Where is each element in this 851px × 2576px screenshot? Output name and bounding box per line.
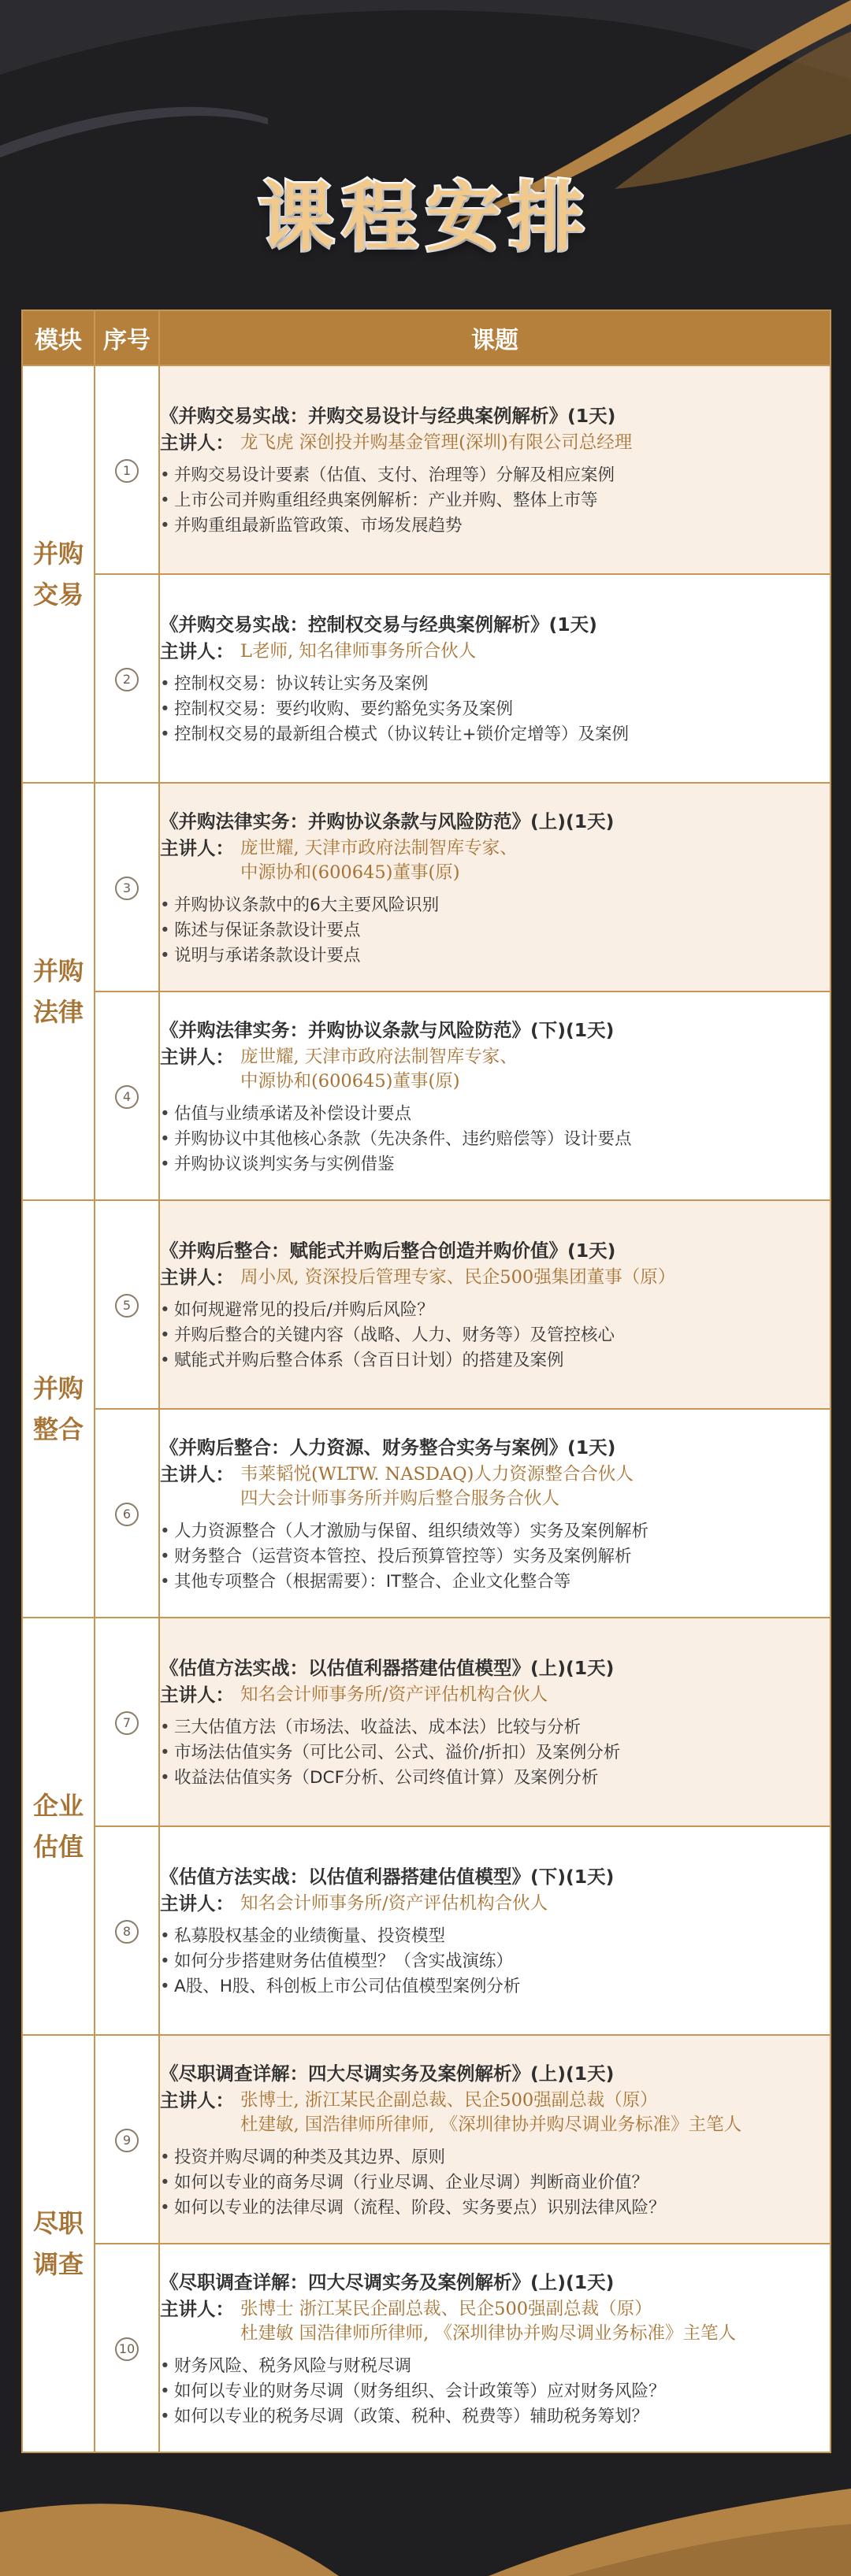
table-row <box>22 1618 831 1826</box>
course-point: • 赋能式并购后整合体系（含百日计划）的搭建及案例 <box>160 1348 830 1373</box>
course-point: • 上市公司并购重组经典案例解析：产业并购、整体上市等 <box>160 488 830 513</box>
course-points <box>160 2145 830 2221</box>
course-title: 《尽职调查详解：四大尽调实务及案例解析》(上)(1天) <box>160 2062 615 2085</box>
lecturer-line: 韦莱韬悦(WLTW. NASDAQ)人力资源整合合伙人 <box>240 1463 634 1484</box>
course-point: • 财务风险、税务风险与财税尽调 <box>160 2354 830 2379</box>
course-point: • 并购交易设计要素（估值、支付、治理等）分解及相应案例 <box>160 463 830 488</box>
lecturer-line: 张博士, 浙江某民企副总裁、民企500强副总裁（原） <box>240 2089 658 2111</box>
lecturer-names <box>240 639 830 664</box>
lecturer-names <box>240 1045 830 1094</box>
course-point: • 陈述与保证条款设计要点 <box>160 918 830 943</box>
course-number: 5 <box>115 1294 139 1318</box>
lecturer-label: 主讲人： <box>160 432 234 454</box>
lecturer-line: 中源协和(600645)董事(原) <box>240 1070 460 1092</box>
lecturer-line: 四大会计师事务所并购后整合服务合伙人 <box>240 1488 560 1509</box>
course-title: 《尽职调查详解：四大尽调实务及案例解析》(上)(1天) <box>160 2270 615 2293</box>
course-content-cell <box>159 574 831 783</box>
lecturer-block <box>160 431 830 455</box>
course-point: • 投资并购尽调的种类及其边界、原则 <box>160 2145 830 2170</box>
table-row <box>22 1200 831 1409</box>
course-point: • 说明与承诺条款设计要点 <box>160 943 830 969</box>
course-point: • 其他专项整合（根据需要）：IT整合、企业文化整合等 <box>160 1570 830 1595</box>
course-point: • 并购协议谈判实务与实例借鉴 <box>160 1152 830 1177</box>
course-points <box>160 672 830 747</box>
course-number: 2 <box>115 668 139 691</box>
lecturer-block <box>160 836 830 885</box>
module-name-line: 并购 <box>32 1373 84 1403</box>
lecturer-line: 张博士 浙江某民企副总裁、民企500强副总裁（原） <box>240 2298 652 2319</box>
course-number-cell <box>95 991 159 1200</box>
course-number: 7 <box>115 1711 139 1735</box>
course-point: • 人力资源整合（人才激励与保留、组织绩效等）实务及案例解析 <box>160 1519 830 1544</box>
table-row <box>22 2035 831 2244</box>
course-number-cell <box>95 2244 159 2452</box>
course-number-cell <box>95 1409 159 1618</box>
course-point: • 如何以专业的法律尽调（流程、阶段、实务要点）识别法律风险？ <box>160 2196 830 2221</box>
lecturer-line: 知名会计师事务所/资产评估机构合伙人 <box>240 1893 548 1914</box>
header-topic: 课题 <box>159 310 831 365</box>
table-row <box>22 2244 831 2452</box>
table-row <box>22 991 831 1200</box>
table-row <box>22 1826 831 2035</box>
course-number-cell <box>95 783 159 991</box>
course-content-cell <box>159 2035 831 2244</box>
course-points <box>160 893 830 969</box>
course-title: 《并购法律实务：并购协议条款与风险防范》(上)(1天) <box>160 810 615 832</box>
course-point: • A股、H股、科创板上市公司估值模型案例分析 <box>160 1974 830 2000</box>
course-point: • 并购重组最新监管政策、市场发展趋势 <box>160 513 830 539</box>
lecturer-block <box>160 1045 830 1094</box>
lecturer-line: 知名会计师事务所/资产评估机构合伙人 <box>240 1685 548 1705</box>
course-point: • 控制权交易的最新组合模式（协议转让+锁价定增等）及案例 <box>160 722 830 747</box>
lecturer-label: 主讲人： <box>160 1045 234 1068</box>
lecturer-line: L老师, 知名律师事务所合伙人 <box>240 641 477 662</box>
course-point: • 私募股权基金的业绩衡量、投资模型 <box>160 1924 830 1949</box>
lecturer-line: 庞世耀, 天津市政府法制智库专家、 <box>240 1046 518 1067</box>
course-points <box>160 2354 830 2430</box>
lecturer-names <box>240 1892 830 1916</box>
module-name-line: 并购 <box>32 539 84 569</box>
table-row <box>22 783 831 991</box>
lecturer-block <box>160 2297 830 2346</box>
header-number: 序号 <box>95 310 159 365</box>
course-points <box>160 1102 830 1177</box>
course-point: • 如何以专业的财务尽调（财务组织、会计政策等）应对财务风险？ <box>160 2379 830 2404</box>
lecturer-names <box>240 2089 830 2137</box>
lecturer-label: 主讲人： <box>160 836 234 859</box>
course-point: • 三大估值方法（市场法、收益法、成本法）比较与分析 <box>160 1715 830 1740</box>
lecturer-label: 主讲人： <box>160 1684 234 1706</box>
module-name-line: 法律 <box>32 997 84 1027</box>
course-number-cell <box>95 2035 159 2244</box>
course-number: 9 <box>115 2129 139 2152</box>
lecturer-label: 主讲人： <box>160 2297 234 2320</box>
table-row <box>22 574 831 783</box>
course-title: 《并购交易实战：并购交易设计与经典案例解析》(1天) <box>160 405 616 427</box>
lecturer-names <box>240 2297 830 2346</box>
lecturer-line: 龙飞虎 深创投并购基金管理(深圳)有限公司总经理 <box>240 432 633 453</box>
course-point: • 如何分步搭建财务估值模型？（含实战演练） <box>160 1949 830 1974</box>
table-row <box>22 1409 831 1618</box>
module-name-line: 并购 <box>32 956 84 986</box>
module-name <box>22 365 95 783</box>
course-title: 《估值方法实战：以估值利器搭建估值模型》(上)(1天) <box>160 1657 615 1679</box>
course-title: 《并购后整合：人力资源、财务整合实务与案例》(1天) <box>160 1436 616 1458</box>
course-point: • 如何以专业的税务尽调（政策、税种、税费等）辅助税务筹划？ <box>160 2404 830 2430</box>
table-row <box>22 365 831 574</box>
lecturer-block <box>160 639 830 664</box>
course-points <box>160 463 830 539</box>
course-points <box>160 1298 830 1373</box>
lecturer-line: 中源协和(600645)董事(原) <box>240 862 460 883</box>
lecturer-names <box>240 836 830 885</box>
course-number: 10 <box>115 2337 139 2361</box>
course-point: • 如何以专业的商务尽调（行业尽调、企业尽调）判断商业价值？ <box>160 2170 830 2196</box>
lecturer-names <box>240 1462 830 1511</box>
course-number-cell <box>95 365 159 574</box>
lecturer-label: 主讲人： <box>160 2089 234 2111</box>
course-title: 《并购交易实战：控制权交易与经典案例解析》(1天) <box>160 613 597 636</box>
course-number: 3 <box>115 877 139 900</box>
course-points <box>160 1519 830 1595</box>
lecturer-label: 主讲人： <box>160 1892 234 1914</box>
table-header-row <box>22 310 831 365</box>
lecturer-label: 主讲人： <box>160 1462 234 1485</box>
course-title: 《估值方法实战：以估值利器搭建估值模型》(下)(1天) <box>160 1866 615 1888</box>
module-name <box>22 1200 95 1618</box>
course-point: • 估值与业绩承诺及补偿设计要点 <box>160 1102 830 1127</box>
course-point: • 收益法估值实务（DCF分析、公司终值计算）及案例分析 <box>160 1766 830 1791</box>
course-number: 6 <box>115 1503 139 1526</box>
table-body <box>22 365 831 2452</box>
course-content-cell <box>159 2244 831 2452</box>
lecturer-label: 主讲人： <box>160 1266 234 1288</box>
lecturer-line: 杜建敏 国浩律师所律师, 《深圳律协并购尽调业务标准》主笔人 <box>240 2322 736 2344</box>
course-point: • 控制权交易：要约收购、要约豁免实务及案例 <box>160 697 830 722</box>
course-content-cell <box>159 365 831 574</box>
lecturer-label: 主讲人： <box>160 640 234 662</box>
course-point: • 市场法估值实务（可比公司、公式、溢价/折扣）及案例分析 <box>160 1740 830 1766</box>
lecturer-names <box>240 1683 830 1707</box>
course-content-cell <box>159 783 831 991</box>
module-name-line: 整合 <box>32 1414 84 1444</box>
course-content-cell <box>159 1618 831 1826</box>
lecturer-names <box>240 431 830 455</box>
course-content-cell <box>159 1409 831 1618</box>
lecturer-block <box>160 2089 830 2137</box>
course-point: • 并购协议条款中的6大主要风险识别 <box>160 893 830 918</box>
course-content-cell <box>159 991 831 1200</box>
header-module: 模块 <box>22 310 95 365</box>
course-title: 《并购后整合：赋能式并购后整合创造并购价值》(1天) <box>160 1240 616 1262</box>
course-point: • 如何规避常见的投后/并购后风险？ <box>160 1298 830 1323</box>
course-point: • 财务整合（运营资本管控、投后预算管控等）实务及案例解析 <box>160 1544 830 1570</box>
course-content-cell <box>159 1200 831 1409</box>
course-number-cell <box>95 1200 159 1409</box>
course-point: • 控制权交易：协议转让实务及案例 <box>160 672 830 697</box>
module-name-line: 调查 <box>32 2249 84 2279</box>
module-name-line: 尽职 <box>32 2208 84 2238</box>
course-number: 8 <box>115 1920 139 1944</box>
course-title: 《并购法律实务：并购协议条款与风险防范》(下)(1天) <box>160 1018 615 1041</box>
course-points <box>160 1715 830 1791</box>
course-points <box>160 1924 830 2000</box>
module-name <box>22 783 95 1200</box>
lecturer-block <box>160 1266 830 1290</box>
course-number: 4 <box>115 1085 139 1109</box>
course-number: 1 <box>115 459 139 483</box>
lecturer-line: 庞世耀, 天津市政府法制智库专家、 <box>240 837 518 858</box>
course-schedule-table <box>21 309 831 2453</box>
course-point: • 并购协议中其他核心条款（先决条件、违约赔偿等）设计要点 <box>160 1127 830 1152</box>
course-number-cell <box>95 1826 159 2035</box>
lecturer-block <box>160 1683 830 1707</box>
module-name <box>22 2035 95 2452</box>
lecturer-block <box>160 1892 830 1916</box>
lecturer-names <box>240 1266 830 1290</box>
module-name-line: 企业 <box>32 1791 84 1821</box>
module-name-line: 估值 <box>32 1832 84 1862</box>
lecturer-block <box>160 1462 830 1511</box>
course-content-cell <box>159 1826 831 2035</box>
course-point: • 并购后整合的关键内容（战略、人力、财务等）及管控核心 <box>160 1323 830 1348</box>
module-name-line: 交易 <box>32 580 84 610</box>
lecturer-line: 周小凤, 资深投后管理专家、民企500强集团董事（原） <box>240 1267 676 1288</box>
lecturer-line: 杜建敏, 国浩律师所律师, 《深圳律协并购尽调业务标准》主笔人 <box>240 2114 742 2135</box>
course-number-cell <box>95 574 159 783</box>
module-name <box>22 1618 95 2035</box>
page-title: 课程安排 <box>258 172 593 261</box>
course-number-cell <box>95 1618 159 1826</box>
